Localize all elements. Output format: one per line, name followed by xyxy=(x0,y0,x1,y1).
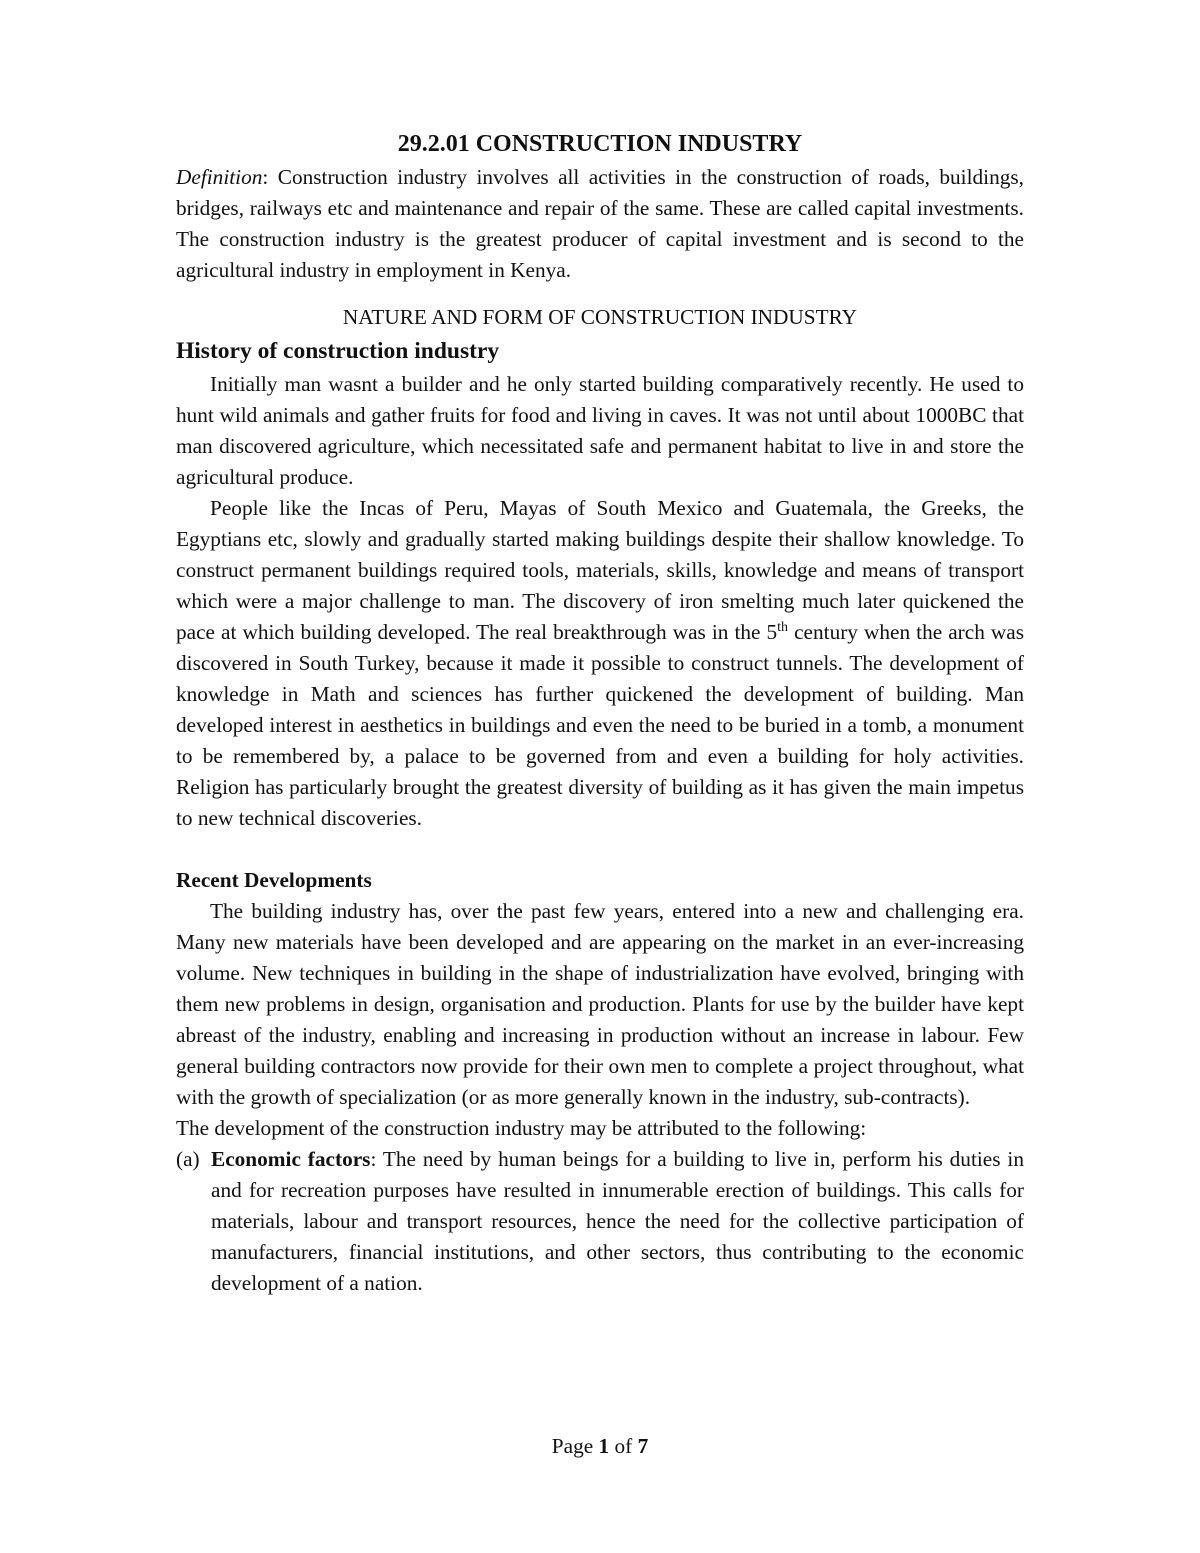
definition-paragraph xyxy=(176,162,1024,286)
page-footer xyxy=(0,1431,1200,1461)
list-item-body: : The need by human beings for a building to live in, perform his duties in and for recreation purposes have resulted in innumerable erection of buildings. This calls for materials, labour and transport resources, hence the need for the collective participation of manufacturers, financial institutions, and other sectors, thus contributing to the economic development of a nation. xyxy=(211,1147,1024,1295)
ordinal-superscript: th xyxy=(777,619,789,635)
of-label: of xyxy=(614,1434,633,1458)
list-item xyxy=(176,1144,1024,1299)
page-number: 1 xyxy=(598,1434,610,1458)
definition-label: Definition xyxy=(176,165,263,189)
section-heading: NATURE AND FORM OF CONSTRUCTION INDUSTRY xyxy=(342,305,858,329)
document-page xyxy=(176,126,1024,1299)
history-paragraph-2-part-2: century when the arch was discovered in South Turkey, because it made it possible to construct tunnels. The development of knowledge in Math and sciences has further quickened the development of building. Man developed interest in aesthetics in buildings and even the need to be buried in a tomb, a monument to be remembered by, a palace to be governed from and even a building for holy activities. Religion has particularly brought the greatest diversity of building as it has given the main impetus to new technical discoveries. xyxy=(176,620,1025,830)
list-item-term: Economic factors xyxy=(211,1147,371,1171)
history-heading: History of construction industry xyxy=(176,338,500,364)
definition-text: : Construction industry involves all activities in the construction of roads, buildings, bridges, railways etc and maintenance and repair of the same. These are called capital investments. The construction industry is the greatest producer of capital investment and is second to the agricultural industry in employment in Kenya. xyxy=(176,165,1024,282)
list-item-text xyxy=(211,1144,1024,1299)
recent-developments-heading: Recent Developments xyxy=(176,868,372,892)
recent-paragraph-1: The building industry has, over the past few years, entered into a new and challenging era. Many new materials have been developed and are appearing on the market in an ever-increasing volume. New techniques in building in the shape of industrialization have evolved, bringing with them new problems in design, organisation and production. Plants for use by the builder have kept abreast of the industry, enabling and increasing in production without an increase in labour. Few general building contractors now provide for their own men to complete a project throughout, what with the growth of specialization (or as more generally known in the industry, sub-contracts). xyxy=(176,899,1024,1109)
list-marker: (a) xyxy=(176,1147,200,1171)
history-paragraph-2 xyxy=(176,493,1024,834)
page-label: Page xyxy=(551,1434,594,1458)
recent-intro: The development of the construction industry may be attributed to the following: xyxy=(176,1116,867,1140)
total-pages: 7 xyxy=(637,1434,649,1458)
history-paragraph-1: Initially man wasnt a builder and he only started building comparatively recently. He used to hunt wild animals and gather fruits for food and living in caves. It was not until about 1000BC that man discovered agriculture, which necessitated safe and permanent habitat to live in and store the agricultural produce. xyxy=(176,372,1024,489)
document-title: 29.2.01 CONSTRUCTION INDUSTRY xyxy=(397,131,803,157)
history-paragraph-2-part-1: People like the Incas of Peru, Mayas of South Mexico and Guatemala, the Greeks, the Egyptians etc, slowly and gradually started making buildings despite their shallow knowledge. To construct permanent buildings required tools, materials, skills, knowledge and means of transport which were a major challenge to man. The discovery of iron smelting much later quickened the pace at which building developed. The real breakthrough was in the 5 xyxy=(176,496,1024,644)
